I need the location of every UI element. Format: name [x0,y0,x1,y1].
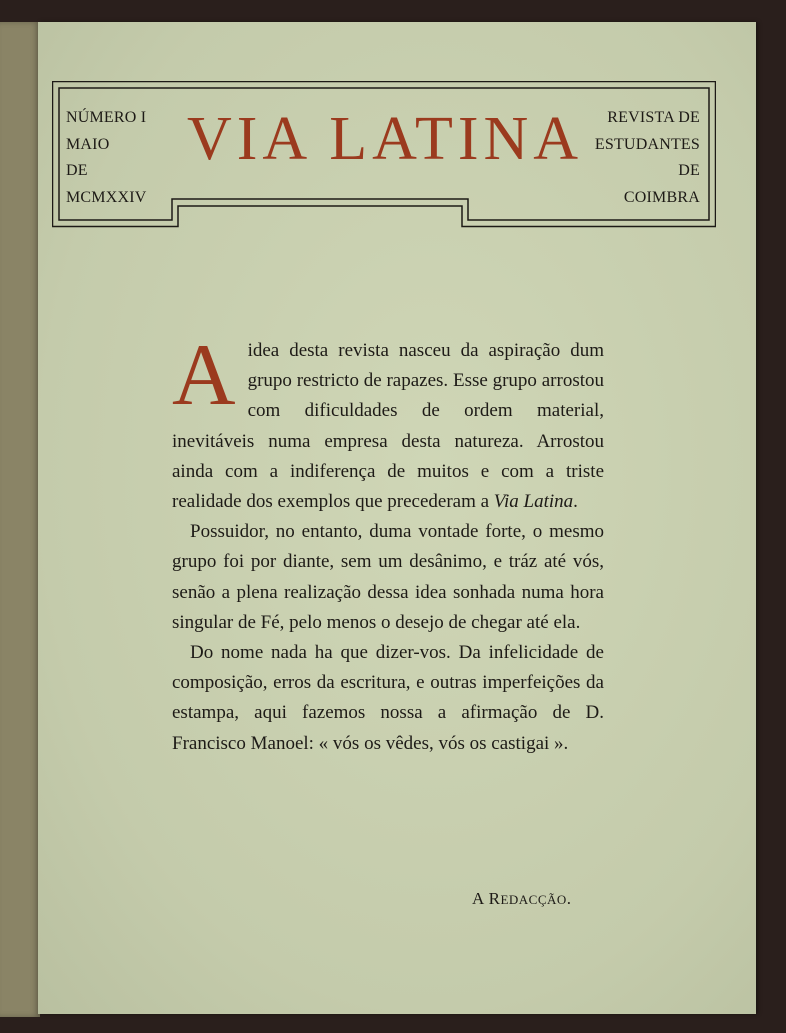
issue-info [66,105,147,211]
masthead [52,81,716,229]
issue-de: DE [66,162,88,179]
publication-info [595,105,700,211]
issue-number: NÚMERO I [66,109,147,126]
pub-line-3: DE [678,162,700,179]
magazine-name-italic: Via Latina [493,491,574,513]
paragraph-3: Do nome nada ha que dizer-vos. Da infelicidade de composição, erros da escritura, e outras imperfeições da estampa, aqui fazemos nossa a afirmação de D. Francisco Manoel: « vós os vêdes, vós os castigai ». [172,642,604,754]
signature [472,889,572,909]
signature-smallcaps: EDACÇÃO [500,892,567,907]
pub-line-2: ESTUDANTES [594,135,700,153]
pub-line-4: COIMBRA [623,188,700,206]
paragraph-1-end: . [573,491,578,513]
issue-month: MAIO [66,135,110,153]
paragraph-1-text: idea desta revista nasceu da aspiração dum grupo restricto de rapazes. Esse grupo arrostou com dificuldades de ordem material, inevitáveis numa empresa desta natureza. Arrostou ainda com a indiferença de muitos e com a triste realidade dos exemplos que precederam a [172,340,604,513]
pub-line-1: REVISTA DE [607,109,700,126]
signature-initial: A R [472,889,501,908]
signature-end: . [566,889,572,908]
magazine-title: VIA LATINA [186,105,584,173]
paragraph-2: Possuidor, no entanto, duma vontade forte, o mesmo grupo foi por diante, sem um desânimo, e tráz até vós, senão a plena realização dessa idea sonhada numa hora singular de Fé, pelo menos o desejo de chegar até ela. [172,521,604,633]
editorial-text [172,327,604,759]
issue-year: MCMXXIV [66,188,147,206]
binding-spine [0,22,40,1017]
paragraph-1 [172,327,604,517]
drop-cap: A [172,327,236,424]
